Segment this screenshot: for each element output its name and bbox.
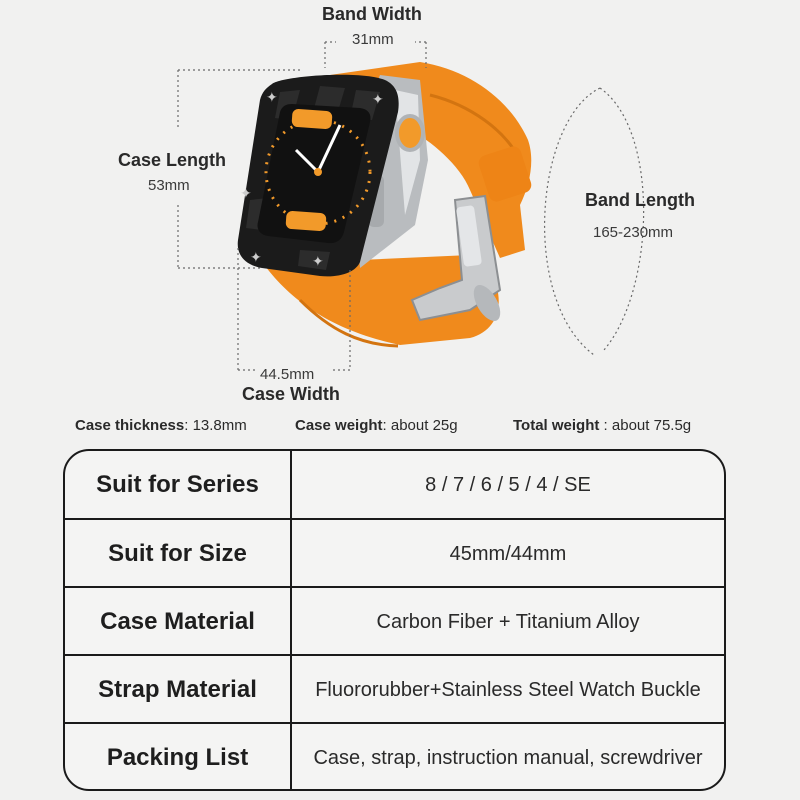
band-width-label: Band Width — [322, 4, 422, 24]
band-length-label: Band Length — [585, 190, 695, 210]
case-length-label: Case Length — [118, 150, 227, 170]
spec-label: Case thickness — [75, 417, 185, 434]
table-row — [65, 724, 724, 791]
svg-text:✦: ✦ — [266, 90, 278, 106]
row-value: 45mm/44mm — [449, 542, 567, 565]
spec-value: 13.8mm — [192, 417, 247, 434]
complication-bottom — [285, 211, 326, 232]
table-row — [65, 656, 724, 724]
spec-value: about 25g — [390, 417, 458, 434]
spec-separator: : — [599, 417, 608, 434]
spec-case-thickness — [75, 417, 247, 434]
band-width-value: 31mm — [352, 31, 394, 48]
row-value: Carbon Fiber + Titanium Alloy — [376, 610, 640, 633]
row-key: Suit for Size — [65, 520, 292, 588]
spec-value: about 75.5g — [611, 417, 692, 434]
row-value: 8 / 7 / 6 / 5 / 4 / SE — [425, 473, 591, 496]
band-length-value: 165-230mm — [593, 224, 674, 241]
spec-table — [63, 449, 726, 791]
row-value: Case, strap, instruction manual, screwdriver — [313, 746, 703, 769]
spec-label: Case weight — [295, 417, 383, 434]
case-width-label: Case Width — [242, 384, 340, 404]
table-row — [65, 588, 724, 656]
spec-case-weight — [295, 417, 458, 434]
svg-text:✦: ✦ — [372, 92, 384, 108]
row-key: Case Material — [65, 588, 292, 656]
table-row — [65, 520, 724, 588]
spec-separator: : — [382, 417, 387, 434]
case-length-value: 53mm — [148, 177, 190, 194]
row-key: Suit for Series — [65, 451, 292, 519]
crown — [397, 116, 423, 150]
row-key: Strap Material — [65, 656, 292, 724]
spec-separator: : — [184, 417, 189, 434]
row-key: Packing List — [65, 724, 292, 791]
case-width-value: 44.5mm — [260, 366, 315, 383]
spec-label: Total weight — [513, 417, 600, 434]
spec-total-weight — [513, 417, 691, 434]
table-row — [65, 451, 724, 519]
complication-top — [291, 109, 332, 130]
svg-text:✦: ✦ — [312, 254, 324, 270]
svg-text:✦: ✦ — [250, 250, 262, 266]
svg-text:✦: ✦ — [240, 186, 252, 202]
row-value: Fluororubber+Stainless Steel Watch Buckle — [315, 678, 701, 701]
